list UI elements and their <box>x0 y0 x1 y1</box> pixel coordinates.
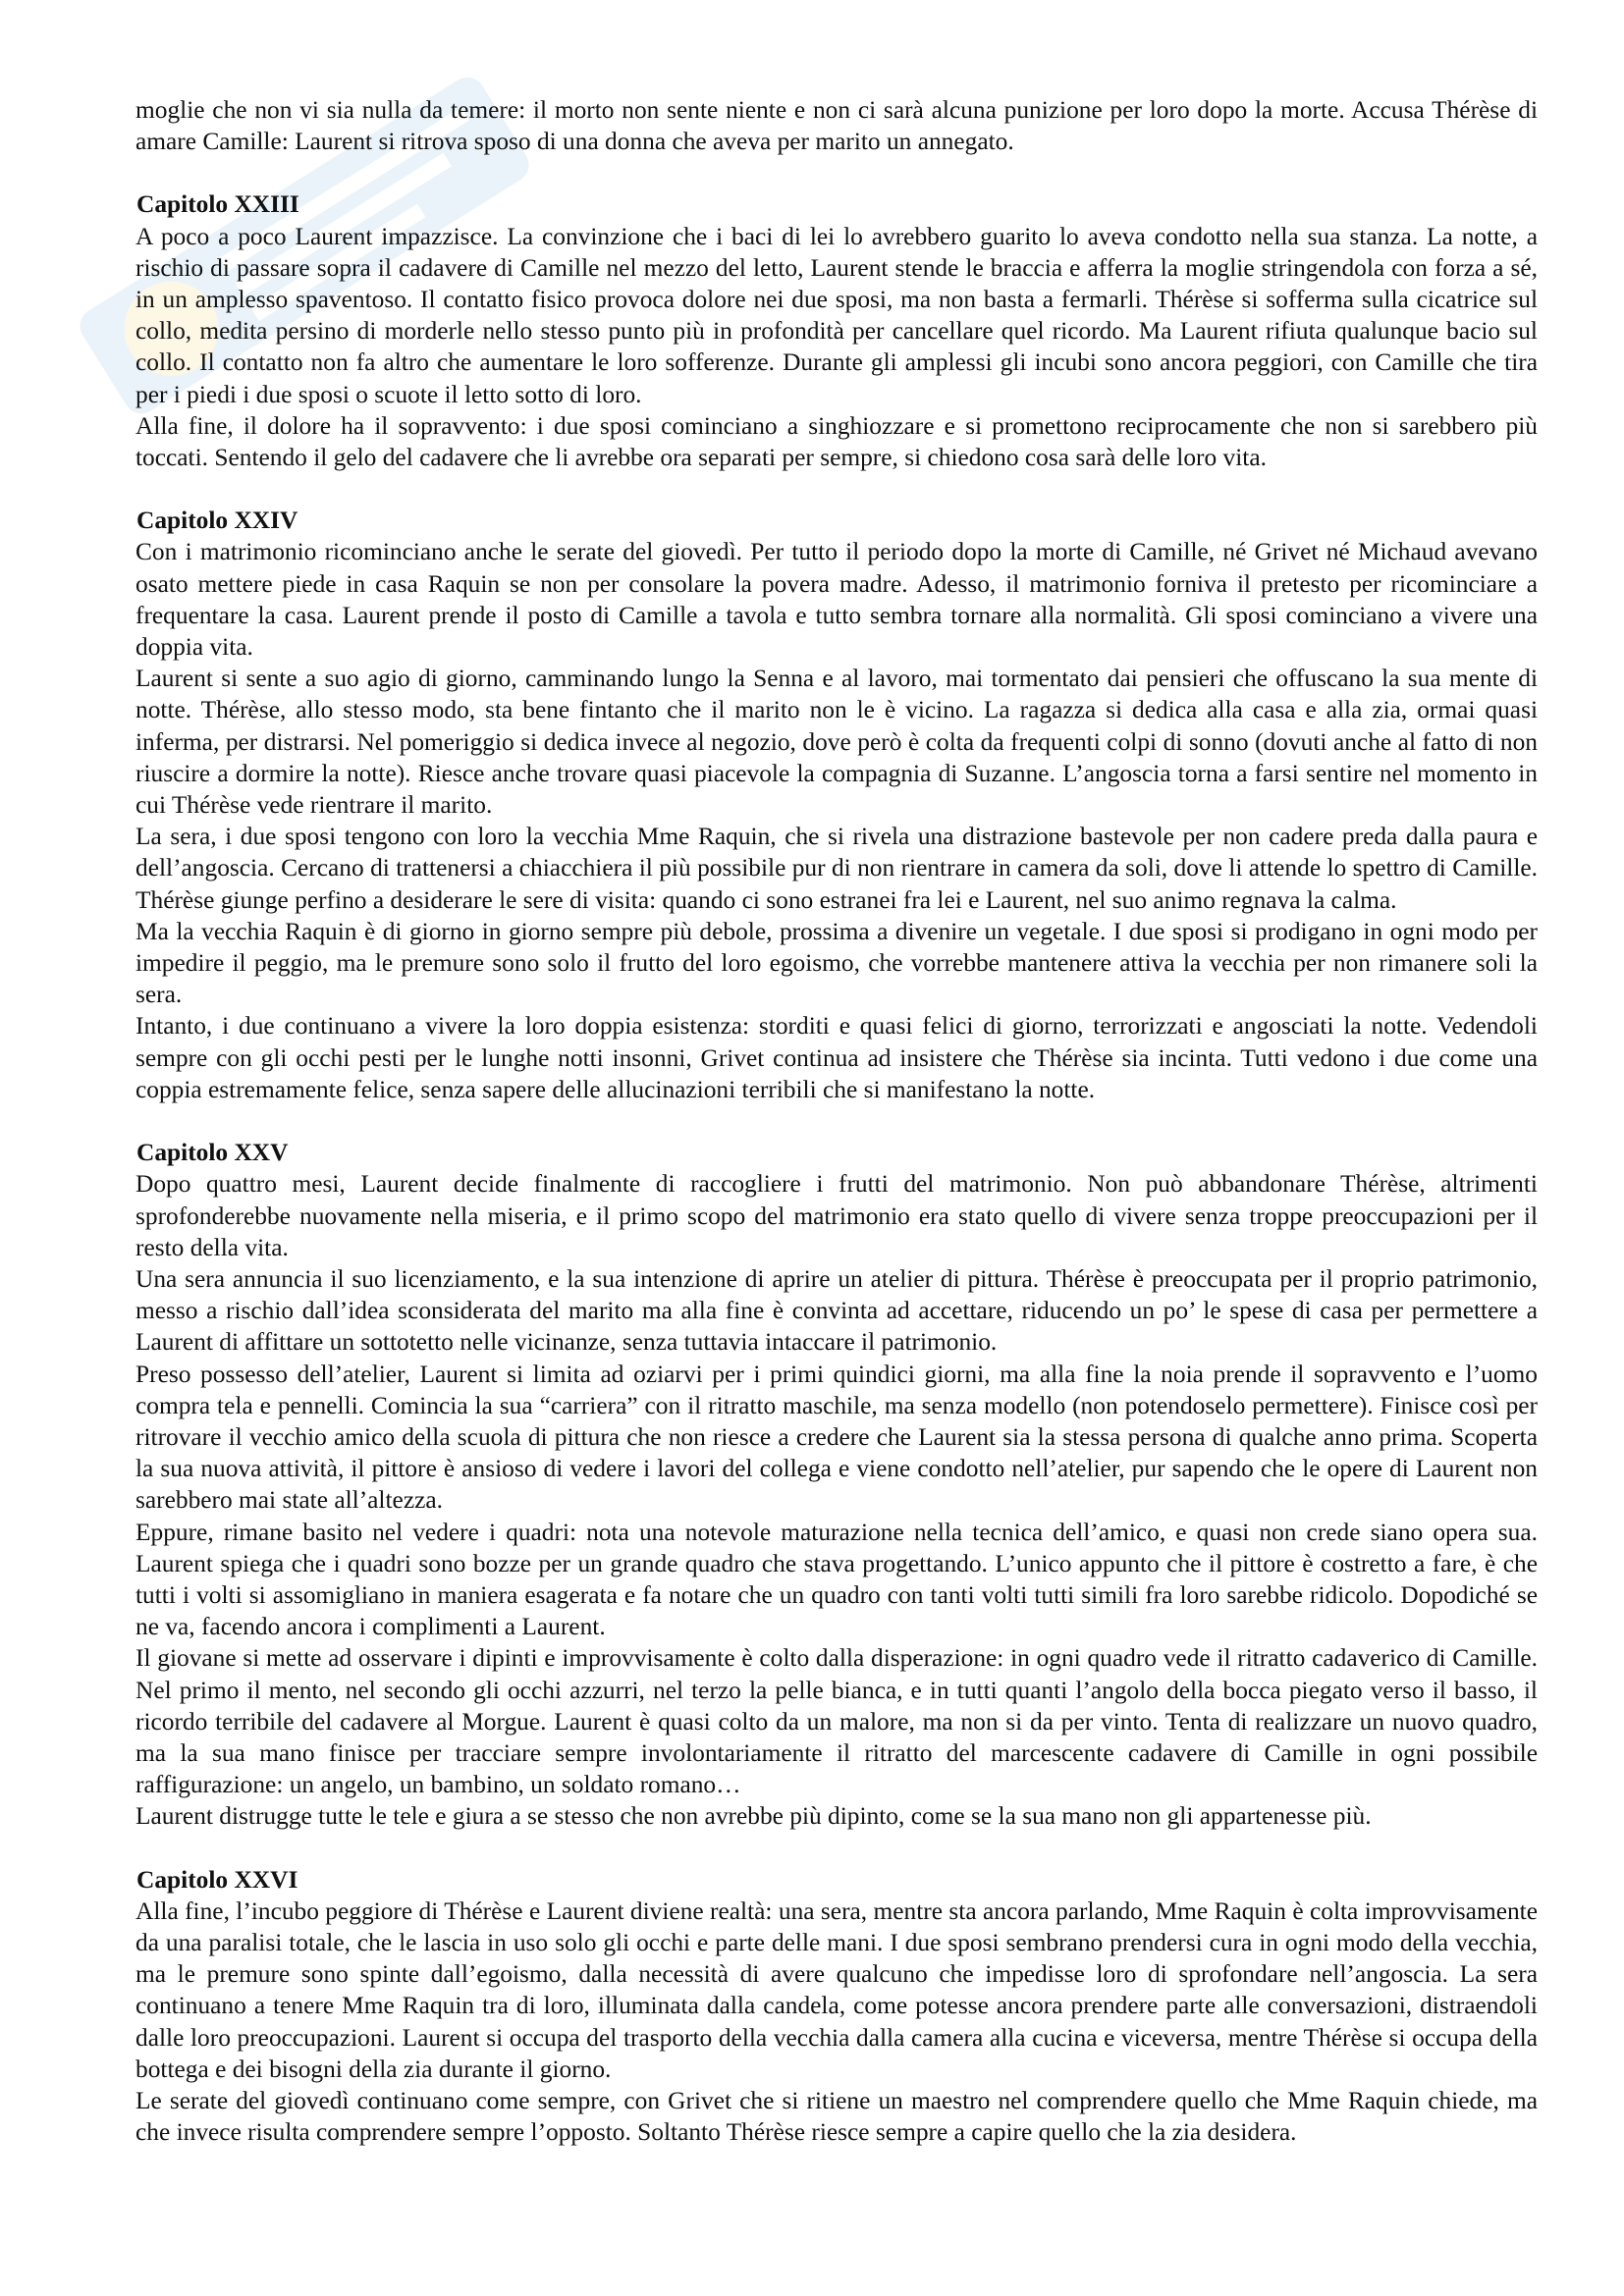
chapter-paragraph: Con i matrimonio ricominciano anche le serate del giovedì. Per tutto il periodo dopo la morte di Camille, né Grivet né Michaud avevano osato mettere piede in casa Raquin se non per consolare la povera madre. Adesso, il matrimonio forniva il pretesto per ricominciare a frequentare la casa. Laurent prende il posto di Camille a tavola e tutto sembra tornare alla normalità. Gli sposi cominciano a vivere una doppia vita. <box>135 538 1538 662</box>
document-page <box>135 94 1538 2148</box>
chapter-paragraph: Eppure, rimane basito nel vedere i quadri: nota una notevole maturazione nella tecnica dell’amico, e quasi non crede siano opera sua. Laurent spiega che i quadri sono bozze per un grande quadro che stava progettando. L’unico appunto che il pittore è costretto a fare, è che tutti i volti si assomigliano in maniera esagerata e fa notare che un quadro con tanti volti tutti simili fra loro sarebbe ridicolo. Dopodiché se ne va, facendo ancora i complimenti a Laurent. <box>135 1518 1538 1641</box>
chapter-paragraph: Intanto, i due continuano a vivere la loro doppia esistenza: storditi e quasi felici di giorno, terrorizzati e angosciati la notte. Vedendoli sempre con gli occhi pesti per le lunghe notti insonni, Grivet continua ad insistere che Thérèse sia incinta. Tutti vedono i due come una coppia estremamente felice, senza sapere delle allucinazioni terribili che si manifestano la notte. <box>135 1012 1538 1103</box>
opening-paragraph: moglie che non vi sia nulla da temere: il morto non sente niente e non ci sarà alcuna punizione per loro dopo la morte. Accusa Thérèse di amare Camille: Laurent si ritrova sposo di una donna che aveva per marito un annegato. <box>135 96 1538 156</box>
chapter-title: Capitolo XXVI <box>136 1865 298 1894</box>
chapter-paragraph: Preso possesso dell’atelier, Laurent si limita ad oziarvi per i primi quindici giorni, ma alla fine la noia prende il sopravvento e l’uomo compra tela e pennelli. Comincia la sua “carriera” con il ritratto maschile, ma senza modello (non potendoselo permettere). Finisce così per ritrovare il vecchio amico della scuola di pittura che non riesce a credere che Laurent sia la stessa persona di qualche anno prima. Scoperta la sua nuova attività, il pittore è ansioso di vedere i lavori del collega e viene condotto nell’atelier, pur sapendo che le opere di Laurent non sarebbero mai state all’altezza. <box>135 1360 1538 1515</box>
chapter-paragraph: Una sera annuncia il suo licenziamento, e la sua intenzione di aprire un atelier di pittura. Thérèse è preoccupata per il proprio patrimonio, messo a rischio dall’idea sconsiderata del marito ma alla fine è convinta ad accettare, riducendo un po’ le spese di casa per permettere a Laurent di affittare un sottotetto nelle vicinanze, senza tuttavia intaccare il patrimonio. <box>135 1264 1538 1357</box>
chapter-title: Capitolo XXIV <box>136 507 298 535</box>
chapter-paragraph: Dopo quattro mesi, Laurent decide finalmente di raccogliere i frutti del matrimonio. Non può abbandonare Thérèse, altrimenti sprofonderebbe nuovamente nella miseria, e il primo scopo del matrimonio era stato quello di vivere senza troppe preoccupazioni per il resto della vita. <box>135 1170 1538 1261</box>
chapter-section <box>135 505 1538 1105</box>
chapter-paragraph: La sera, i due sposi tengono con loro la vecchia Mme Raquin, che si rivela una distrazione bastevole per non cadere preda dalla paura e dell’angoscia. Cercano di trattenersi a chiacchiera il più possibile pur di non rientrare in camera da soli, dove li attende lo spettro di Camille. Thérèse giunge perfino a desiderare le sere di visita: quando ci sono estranei fra lei e Laurent, nel suo animo regnava la calma. <box>135 823 1538 914</box>
chapter-section <box>135 188 1538 473</box>
chapter-paragraph: Alla fine, l’incubo peggiore di Thérèse e Laurent diviene realtà: una sera, mentre sta ancora parlando, Mme Raquin è colta improvvisamente da una paralisi totale, che le lascia in uso solo gli occhi e parte delle mani. I due sposi sembrano prendersi cura in ogni modo della vecchia, ma le premure sono spinte dall’egoismo, dalla necessità di avere qualcuno che impedisse loro di sprofondare nell’angoscia. La sera continuano a tenere Mme Raquin tra di loro, illuminata dalla candela, come potesse ancora prendere parte alle conversazioni, distraendoli dalle loro preoccupazioni. Laurent si occupa del trasporto della vecchia dalla camera alla cucina e viceversa, mentre Thérèse si occupa della bottega e dei bisogni della zia durante il giorno. <box>135 1896 1538 2083</box>
chapter-paragraph: Laurent distrugge tutte le tele e giura a se stesso che non avrebbe più dipinto, come se la sua mano non gli appartenesse più. <box>135 1802 1372 1831</box>
chapter-section <box>135 1137 1538 1832</box>
chapter-title: Capitolo XXIII <box>136 190 299 219</box>
chapter-paragraph: Laurent si sente a suo agio di giorno, camminando lungo la Senna e al lavoro, mai tormentato dai pensieri che offuscano la sua mente di notte. Thérèse, allo stesso modo, sta bene fintanto che il marito non le è vicino. La ragazza si dedica alla casa e alla zia, ormai quasi inferma, per distrarsi. Nel pomeriggio si dedica invece al negozio, dove però è colta da frequenti colpi di sonno (dovuti anche al fatto di non riuscire a dormire la notte). Riesce anche trovare quasi piacevole la compagnia di Suzanne. L’angoscia torna a farsi sentire nel momento in cui Thérèse vede rientrare il marito. <box>135 665 1538 820</box>
chapter-paragraph: Alla fine, il dolore ha il sopravvento: i due sposi cominciano a singhiozzare e si promettono reciprocamente che non si sarebbero più toccati. Sentendo il gelo del cadavere che li avrebbe ora separati per sempre, si chiedono cosa sarà delle loro vita. <box>135 411 1538 472</box>
chapter-section <box>135 1864 1538 2149</box>
chapter-paragraph: A poco a poco Laurent impazzisce. La convinzione che i baci di lei lo avrebbero guarito lo aveva condotto nella sua stanza. La notte, a rischio di passare sopra il cadavere di Camille nel mezzo del letto, Laurent stende le braccia e afferra la moglie stringendola con forza a sé, in un amplesso spaventoso. Il contatto fisico provoca dolore nei due sposi, ma non basta a fermarli. Thérèse si sofferma sulla cicatrice sul collo, medita persino di morderle nello stesso punto più in profondità per cancellare quel ricordo. Ma Laurent rifiuta qualunque bacio sul collo. Il contatto non fa altro che aumentare le loro sofferenze. Durante gli amplessi gli incubi sono ancora peggiori, con Camille che tira per i piedi i due sposi o scuote il letto sotto di loro. <box>135 222 1538 408</box>
chapter-title: Capitolo XXV <box>136 1139 289 1167</box>
chapters-container <box>135 188 1538 2148</box>
chapter-paragraph: Le serate del giovedì continuano come sempre, con Grivet che si ritiene un maestro nel comprendere quello che Mme Raquin chiede, ma che invece risulta comprendere sempre l’opposto. Soltanto Thérèse riesce sempre a capire quello che la zia desidera. <box>135 2086 1538 2147</box>
chapter-paragraph: Il giovane si mette ad osservare i dipinti e improvvisamente è colto dalla disperazione: in ogni quadro vede il ritratto cadaverico di Camille. Nel primo il mento, nel secondo gli occhi azzurri, nel terzo la pelle bianca, e in tutti quanti l’angolo della bocca piegato verso il basso, il ricordo terribile del cadavere al Morgue. Laurent è quasi colto da un malore, ma non si da per vinto. Tenta di realizzare un nuovo quadro, ma la sua mano finisce per tracciare sempre involontariamente il ritratto del marcescente cadavere di Camille in ogni possibile raffigurazione: un angelo, un bambino, un soldato romano… <box>135 1644 1538 1799</box>
chapter-paragraph: Ma la vecchia Raquin è di giorno in giorno sempre più debole, prossima a divenire un vegetale. I due sposi si prodigano in ogni modo per impedire il peggio, ma le premure sono solo il frutto del loro egoismo, che vorrebbe mantenere attiva la vecchia per non rimanere soli la sera. <box>135 917 1538 1009</box>
